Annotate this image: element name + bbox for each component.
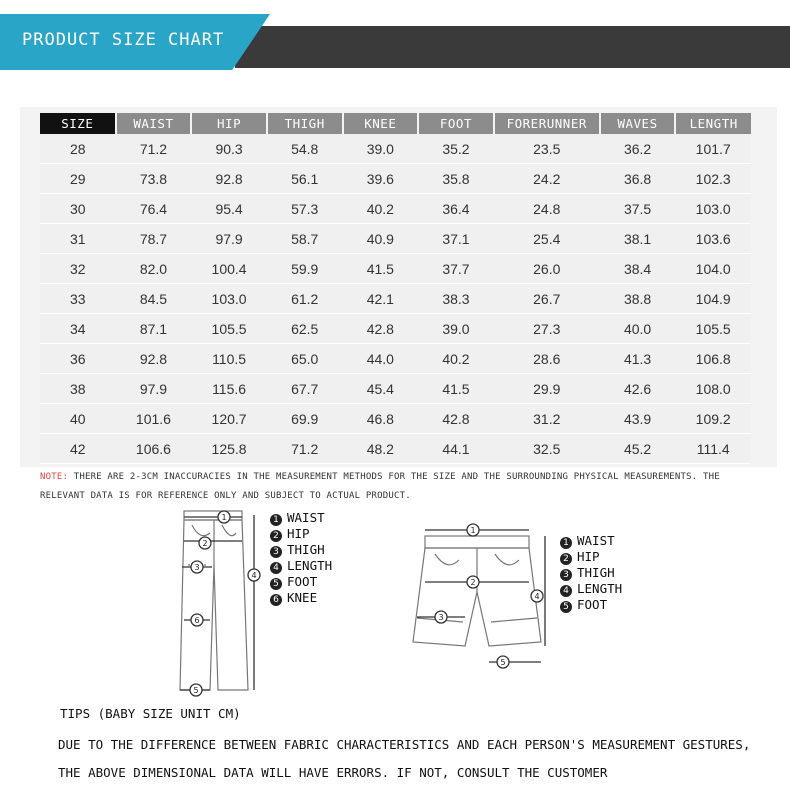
table-cell: 39.0 bbox=[418, 314, 494, 344]
table-cell: 23.5 bbox=[494, 134, 600, 164]
number-badge-icon: 2 bbox=[270, 530, 282, 542]
table-cell: 71.2 bbox=[116, 134, 192, 164]
pants-markers bbox=[190, 511, 260, 696]
table-cell: 90.3 bbox=[191, 134, 267, 164]
table-cell: 38.8 bbox=[600, 284, 676, 314]
shorts-marker-5 bbox=[497, 656, 509, 668]
table-cell: 39.6 bbox=[343, 164, 419, 194]
table-cell: 40.0 bbox=[600, 314, 676, 344]
number-badge-icon: 5 bbox=[560, 601, 572, 613]
pants-legend-label: KNEE bbox=[287, 590, 318, 605]
size-table-panel bbox=[20, 107, 777, 501]
table-cell: 101.6 bbox=[116, 404, 192, 434]
shorts-legend-label: THIGH bbox=[577, 565, 615, 580]
table-cell: 71.2 bbox=[267, 434, 343, 464]
table-cell: 76.4 bbox=[116, 194, 192, 224]
header-banner bbox=[0, 14, 790, 70]
number-badge-icon: 1 bbox=[560, 537, 572, 549]
table-cell: 38 bbox=[40, 374, 116, 404]
table-cell: 67.7 bbox=[267, 374, 343, 404]
number-badge-icon: 4 bbox=[560, 585, 572, 597]
table-cell: 36.8 bbox=[600, 164, 676, 194]
table-row bbox=[40, 314, 751, 344]
table-cell: 115.6 bbox=[191, 374, 267, 404]
pants-diagram bbox=[170, 505, 280, 700]
table-cell: 59.9 bbox=[267, 254, 343, 284]
column-header-waist: WAIST bbox=[116, 113, 192, 134]
table-row bbox=[40, 404, 751, 434]
table-cell: 40.2 bbox=[343, 194, 419, 224]
table-cell: 73.8 bbox=[116, 164, 192, 194]
pants-marker-1 bbox=[218, 511, 230, 523]
shorts-legend bbox=[560, 533, 622, 613]
table-cell: 38.3 bbox=[418, 284, 494, 314]
table-cell: 36 bbox=[40, 344, 116, 374]
svg-text:3: 3 bbox=[438, 613, 444, 622]
table-cell: 24.2 bbox=[494, 164, 600, 194]
table-row bbox=[40, 254, 751, 284]
table-cell: 105.5 bbox=[675, 314, 751, 344]
table-cell: 31 bbox=[40, 224, 116, 254]
table-cell: 95.4 bbox=[191, 194, 267, 224]
shorts-diagram bbox=[405, 522, 555, 672]
shorts-legend-label: WAIST bbox=[577, 533, 615, 548]
pants-legend-label: FOOT bbox=[287, 574, 318, 589]
shorts-legend-item bbox=[560, 581, 622, 597]
table-cell: 48.2 bbox=[343, 434, 419, 464]
pants-marker-3 bbox=[191, 561, 203, 573]
table-cell: 42.6 bbox=[600, 374, 676, 404]
table-cell: 57.3 bbox=[267, 194, 343, 224]
pants-marker-2 bbox=[199, 537, 211, 549]
table-header-row bbox=[40, 113, 751, 134]
number-badge-icon: 4 bbox=[270, 562, 282, 574]
pants-legend-item bbox=[270, 542, 332, 558]
table-cell: 43.9 bbox=[600, 404, 676, 434]
svg-text:5: 5 bbox=[193, 686, 199, 695]
table-cell: 106.8 bbox=[675, 344, 751, 374]
table-cell: 45.4 bbox=[343, 374, 419, 404]
table-cell: 62.5 bbox=[267, 314, 343, 344]
note-text: THERE ARE 2-3CM INACCURACIES IN THE MEASUREMENT METHODS FOR THE SIZE AND THE SURROUNDING PHYSICAL MEASUREMENTS. THE RELEVANT DATA IS FOR REFERENCE ONLY AND SUBJECT TO ACTUAL PRODUCT. bbox=[40, 472, 720, 501]
column-header-foot: FOOT bbox=[418, 113, 494, 134]
table-cell: 31.2 bbox=[494, 404, 600, 434]
table-cell: 101.7 bbox=[675, 134, 751, 164]
svg-text:5: 5 bbox=[500, 658, 506, 667]
shorts-legend-item bbox=[560, 549, 622, 565]
table-cell: 42.1 bbox=[343, 284, 419, 314]
table-cell: 37.1 bbox=[418, 224, 494, 254]
banner-dark-bar bbox=[235, 26, 790, 68]
table-cell: 125.8 bbox=[191, 434, 267, 464]
table-cell: 29.9 bbox=[494, 374, 600, 404]
shorts-legend-label: FOOT bbox=[577, 597, 608, 612]
table-cell: 40.9 bbox=[343, 224, 419, 254]
measurement-note bbox=[40, 468, 740, 506]
column-header-size: SIZE bbox=[40, 113, 116, 134]
pants-legend-item bbox=[270, 510, 332, 526]
table-cell: 100.4 bbox=[191, 254, 267, 284]
table-cell: 40 bbox=[40, 404, 116, 434]
shorts-marker-1 bbox=[467, 524, 479, 536]
pants-marker-4 bbox=[248, 569, 260, 581]
table-cell: 84.5 bbox=[116, 284, 192, 314]
table-cell: 33 bbox=[40, 284, 116, 314]
table-cell: 44.0 bbox=[343, 344, 419, 374]
table-cell: 111.4 bbox=[675, 434, 751, 464]
table-cell: 97.9 bbox=[116, 374, 192, 404]
pants-legend bbox=[270, 510, 332, 606]
pants-outline bbox=[180, 511, 248, 690]
column-header-hip: HIP bbox=[191, 113, 267, 134]
table-cell: 54.8 bbox=[267, 134, 343, 164]
table-cell: 41.5 bbox=[418, 374, 494, 404]
number-badge-icon: 5 bbox=[270, 578, 282, 590]
table-cell: 35.8 bbox=[418, 164, 494, 194]
table-cell: 103.0 bbox=[191, 284, 267, 314]
shorts-legend-label: LENGTH bbox=[577, 581, 623, 596]
shorts-legend-item bbox=[560, 533, 622, 549]
table-cell: 40.2 bbox=[418, 344, 494, 374]
table-row bbox=[40, 284, 751, 314]
table-row bbox=[40, 134, 751, 164]
pants-legend-item bbox=[270, 590, 332, 606]
column-header-waves: WAVES bbox=[600, 113, 676, 134]
svg-text:2: 2 bbox=[202, 539, 208, 548]
table-row bbox=[40, 374, 751, 404]
table-cell: 102.3 bbox=[675, 164, 751, 194]
pants-legend-item bbox=[270, 558, 332, 574]
table-cell: 104.0 bbox=[675, 254, 751, 284]
table-cell: 37.5 bbox=[600, 194, 676, 224]
table-cell: 37.7 bbox=[418, 254, 494, 284]
table-cell: 26.7 bbox=[494, 284, 600, 314]
shorts-marker-2 bbox=[467, 576, 479, 588]
column-header-forerunner: FORERUNNER bbox=[494, 113, 600, 134]
table-cell: 29 bbox=[40, 164, 116, 194]
table-cell: 106.6 bbox=[116, 434, 192, 464]
table-cell: 46.8 bbox=[343, 404, 419, 434]
table-cell: 120.7 bbox=[191, 404, 267, 434]
table-row bbox=[40, 224, 751, 254]
table-cell: 26.0 bbox=[494, 254, 600, 284]
svg-text:1: 1 bbox=[221, 513, 227, 522]
number-badge-icon: 3 bbox=[270, 546, 282, 558]
svg-text:4: 4 bbox=[534, 592, 540, 601]
table-cell: 92.8 bbox=[191, 164, 267, 194]
table-cell: 103.0 bbox=[675, 194, 751, 224]
column-header-length: LENGTH bbox=[675, 113, 751, 134]
table-cell: 42.8 bbox=[418, 404, 494, 434]
table-cell: 27.3 bbox=[494, 314, 600, 344]
table-cell: 58.7 bbox=[267, 224, 343, 254]
pants-legend-label: HIP bbox=[287, 526, 310, 541]
tips-title: TIPS (BABY SIZE UNIT CM) bbox=[60, 706, 241, 721]
table-cell: 45.2 bbox=[600, 434, 676, 464]
table-cell: 97.9 bbox=[191, 224, 267, 254]
table-cell: 41.5 bbox=[343, 254, 419, 284]
table-cell: 44.1 bbox=[418, 434, 494, 464]
shorts-legend-item bbox=[560, 565, 622, 581]
table-cell: 42 bbox=[40, 434, 116, 464]
table-cell: 105.5 bbox=[191, 314, 267, 344]
table-cell: 35.2 bbox=[418, 134, 494, 164]
shorts-outline bbox=[413, 536, 541, 646]
table-cell: 110.5 bbox=[191, 344, 267, 374]
pants-legend-item bbox=[270, 526, 332, 542]
table-row bbox=[40, 434, 751, 464]
table-cell: 34 bbox=[40, 314, 116, 344]
svg-text:1: 1 bbox=[470, 526, 476, 535]
table-cell: 65.0 bbox=[267, 344, 343, 374]
table-cell: 28.6 bbox=[494, 344, 600, 374]
shorts-legend-item bbox=[560, 597, 622, 613]
table-row bbox=[40, 164, 751, 194]
table-cell: 38.1 bbox=[600, 224, 676, 254]
pants-legend-label: LENGTH bbox=[287, 558, 333, 573]
note-label: NOTE: bbox=[40, 472, 69, 482]
table-cell: 28 bbox=[40, 134, 116, 164]
table-cell: 78.7 bbox=[116, 224, 192, 254]
column-header-knee: KNEE bbox=[343, 113, 419, 134]
page-title: PRODUCT SIZE CHART bbox=[22, 30, 225, 50]
table-cell: 103.6 bbox=[675, 224, 751, 254]
table-cell: 92.8 bbox=[116, 344, 192, 374]
table-cell: 24.8 bbox=[494, 194, 600, 224]
shorts-marker-3 bbox=[435, 611, 447, 623]
number-badge-icon: 2 bbox=[560, 553, 572, 565]
tips-body: DUE TO THE DIFFERENCE BETWEEN FABRIC CHARACTERISTICS AND EACH PERSON'S MEASUREMENT GESTURES, THE ABOVE DIMENSIONAL DATA WILL HAVE ERRORS. IF NOT, CONSULT THE CUSTOMER bbox=[58, 737, 751, 780]
table-cell: 108.0 bbox=[675, 374, 751, 404]
table-cell: 32 bbox=[40, 254, 116, 284]
column-header-thigh: THIGH bbox=[267, 113, 343, 134]
table-cell: 104.9 bbox=[675, 284, 751, 314]
shorts-legend-label: HIP bbox=[577, 549, 600, 564]
table-cell: 36.2 bbox=[600, 134, 676, 164]
table-cell: 61.2 bbox=[267, 284, 343, 314]
pants-legend-label: THIGH bbox=[287, 542, 325, 557]
table-cell: 109.2 bbox=[675, 404, 751, 434]
table-row bbox=[40, 344, 751, 374]
pants-legend-label: WAIST bbox=[287, 510, 325, 525]
table-cell: 41.3 bbox=[600, 344, 676, 374]
table-cell: 32.5 bbox=[494, 434, 600, 464]
table-cell: 36.4 bbox=[418, 194, 494, 224]
table-row bbox=[40, 194, 751, 224]
number-badge-icon: 3 bbox=[560, 569, 572, 581]
svg-text:4: 4 bbox=[251, 571, 257, 580]
shorts-marker-4 bbox=[531, 590, 543, 602]
pants-marker-5 bbox=[190, 684, 202, 696]
svg-text:2: 2 bbox=[470, 578, 476, 587]
number-badge-icon: 1 bbox=[270, 514, 282, 526]
table-cell: 38.4 bbox=[600, 254, 676, 284]
pants-legend-item bbox=[270, 574, 332, 590]
table-cell: 42.8 bbox=[343, 314, 419, 344]
table-body bbox=[40, 134, 751, 464]
table-cell: 39.0 bbox=[343, 134, 419, 164]
table-cell: 82.0 bbox=[116, 254, 192, 284]
shorts-measure-lines bbox=[417, 530, 545, 662]
table-cell: 56.1 bbox=[267, 164, 343, 194]
svg-text:6: 6 bbox=[194, 616, 200, 625]
table-cell: 87.1 bbox=[116, 314, 192, 344]
table-cell: 30 bbox=[40, 194, 116, 224]
table-cell: 25.4 bbox=[494, 224, 600, 254]
size-table bbox=[40, 113, 751, 464]
svg-text:3: 3 bbox=[194, 563, 200, 572]
number-badge-icon: 6 bbox=[270, 594, 282, 606]
pants-marker-6 bbox=[191, 614, 203, 626]
table-cell: 69.9 bbox=[267, 404, 343, 434]
